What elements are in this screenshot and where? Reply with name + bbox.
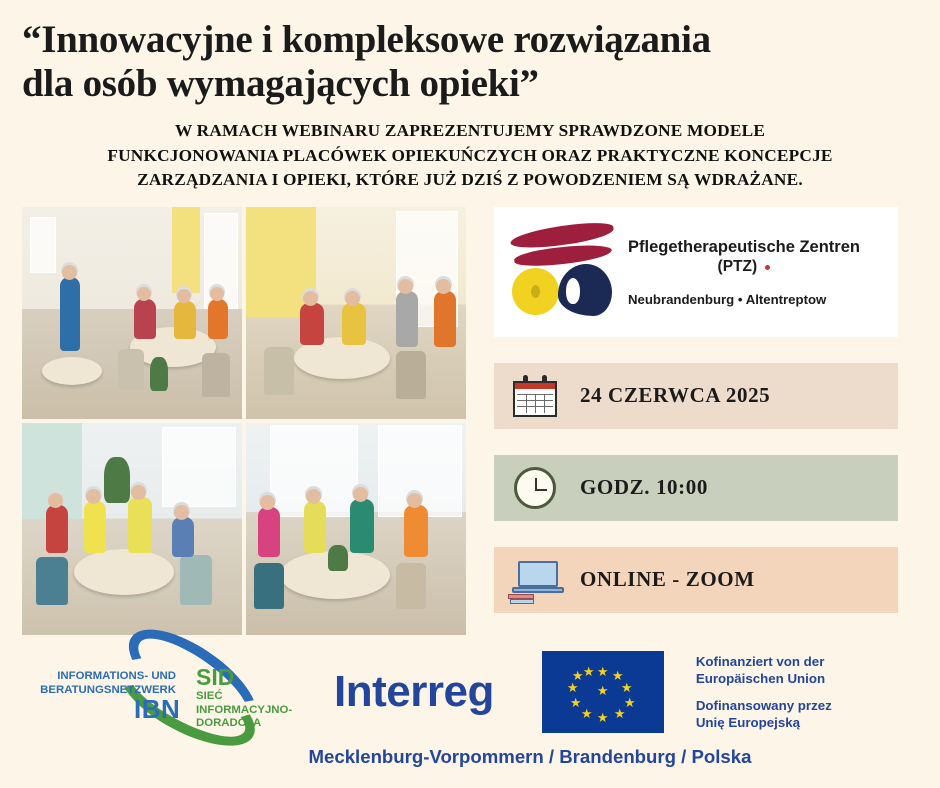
subheading-line-1: W RAMACH WEBINARU ZAPREZENTUJEMY SPRAWDZONE MODELE xyxy=(174,121,766,141)
info-row-date xyxy=(494,363,898,429)
ptz-navy-shape-icon xyxy=(558,264,612,316)
seniors-common-room-2 xyxy=(246,423,466,635)
footer xyxy=(0,640,940,788)
eu-funding-de-line-2: Europäischen Union xyxy=(695,671,826,687)
clock-icon xyxy=(508,463,562,513)
eu-flag-icon: ★ ★ ★ ★ ★ ★ ★ ★ ★ ★ ★ ★ xyxy=(542,651,664,733)
ptz-abbreviation: (PTZ) xyxy=(717,258,758,276)
info-column xyxy=(492,207,918,635)
programme-region-label: Mecklenburg-Vorpommern / Brandenburg / Polska xyxy=(308,746,752,767)
eu-funding-text xyxy=(696,653,832,730)
collage-column xyxy=(22,207,466,635)
headline-line-2: dla osób wymagających opieki” xyxy=(22,61,539,105)
headline-line-1: “Innowacyjne i kompleksowe rozwiązania xyxy=(22,18,711,61)
subheading-block xyxy=(18,119,922,193)
headline-block xyxy=(0,0,940,105)
ibn-german-line-2: BERATUNGSNETZWERK xyxy=(40,683,176,696)
seniors-dining-room-1 xyxy=(22,207,242,419)
event-date-label: 24 CZERWCA 2025 xyxy=(580,383,771,408)
info-row-platform xyxy=(494,547,898,613)
seniors-common-room-1 xyxy=(22,423,242,635)
eu-funding-de-line-1: Kofinanziert von der xyxy=(695,654,825,670)
event-platform-label: ONLINE - ZOOM xyxy=(580,567,755,592)
ptz-red-dot-icon xyxy=(765,265,770,270)
calendar-icon xyxy=(508,371,562,421)
sid-polish-text xyxy=(196,690,306,731)
ptz-logo-text xyxy=(628,237,860,308)
subheading-line-3: ZARZĄDZANIA I OPIEKI, KTÓRE JUŻ DZIŚ Z POWODZENIEM SĄ WDRAŻANE. xyxy=(137,170,803,190)
info-row-time xyxy=(494,455,898,521)
ptz-title: Pflegetherapeutische Zentren xyxy=(628,237,860,256)
ibn-sid-logo xyxy=(26,644,293,740)
photo-collage xyxy=(22,207,466,635)
ptz-logo-card xyxy=(494,207,898,337)
main-content xyxy=(0,207,940,635)
seniors-dining-room-2 xyxy=(246,207,466,419)
ibn-german-line-1: INFORMATIONS- UND xyxy=(57,670,176,682)
ibn-acronym: IBN xyxy=(134,694,181,724)
ptz-cities: Neubrandenburg • Altentreptow xyxy=(628,292,827,308)
sid-polish-line-1: SIEĆ INFORMACYJNO- xyxy=(196,690,293,716)
ptz-yellow-circle-icon xyxy=(512,268,559,315)
event-time-label: GODZ. 10:00 xyxy=(580,475,708,500)
interreg-logo: Interreg xyxy=(334,667,494,716)
subheading-line-2: FUNKCJONOWANIA PLACÓWEK OPIEKUŃCZYCH ORAZ PRAKTYCZNE KONCEPCJE xyxy=(107,145,833,165)
sid-polish-line-2: DORADCZA xyxy=(196,717,262,730)
laptop-icon xyxy=(508,555,562,605)
eu-funding-pl-line-1: Dofinansowany przez xyxy=(695,697,832,713)
sid-acronym: SID xyxy=(196,664,235,690)
eu-funding-pl-line-2: Unię Europejską xyxy=(695,714,801,730)
footer-logos-row xyxy=(26,640,914,744)
ptz-logo-mark xyxy=(506,220,618,324)
ptz-abbreviation-wrap xyxy=(628,258,860,276)
